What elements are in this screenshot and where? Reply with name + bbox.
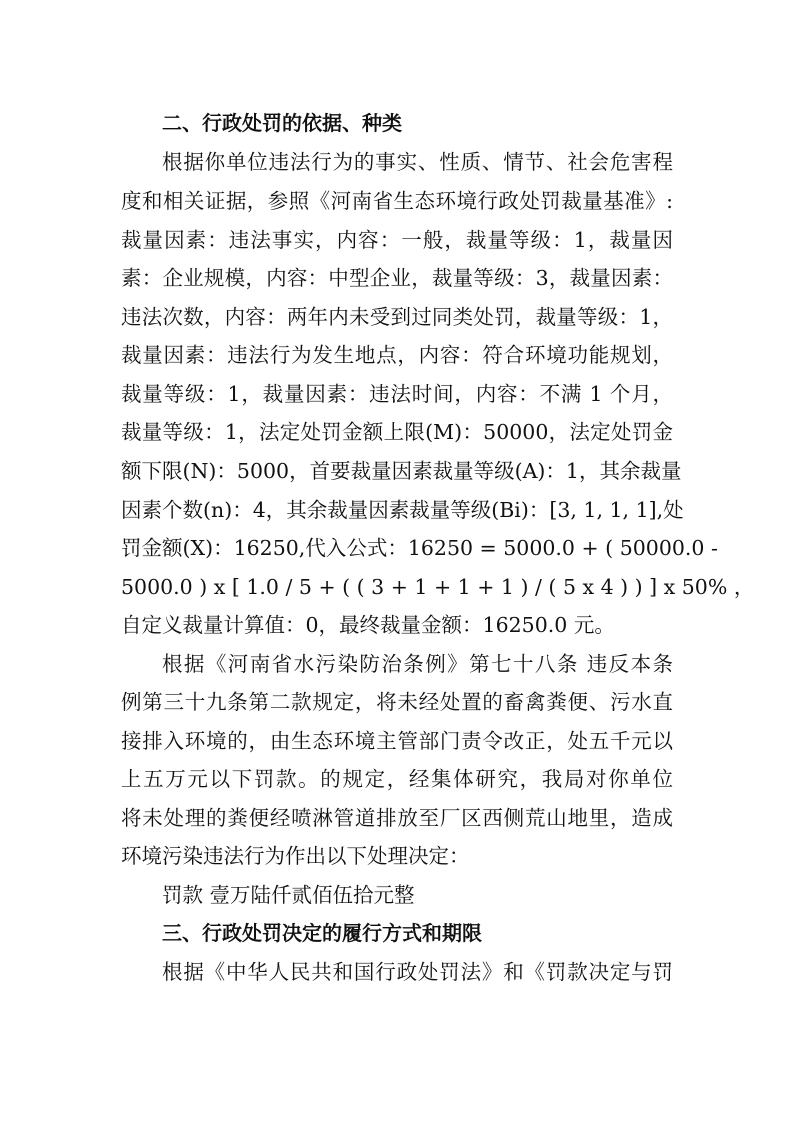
paragraph-line: 裁量等级：1，法定处罚金额上限(M)：50000，法定处罚金 [121, 420, 673, 444]
paragraph-line: 例第三十九条第二款规定，将未经处置的畜禽粪便、污水直 [121, 690, 673, 714]
paragraph-line: 罚金额(X)：16250,代入公式：16250 = 5000.0 + ( 50000.0 - [121, 536, 718, 560]
paragraph-line: 素：企业规模，内容：中型企业，裁量等级：3，裁量因素： [121, 266, 673, 290]
section-heading-basis: 二、行政处罚的依据、种类 [162, 111, 402, 135]
section-heading-execution: 三、行政处罚决定的履行方式和期限 [162, 921, 482, 945]
paragraph-line: 根据你单位违法行为的事实、性质、情节、社会危害程 [162, 150, 673, 174]
paragraph-line: 度和相关证据，参照《河南省生态环境行政处罚裁量基准》: [121, 189, 673, 213]
paragraph-line: 根据《河南省水污染防治条例》第七十八条 违反本条 [162, 652, 673, 676]
paragraph-line: 自定义裁量计算值：0，最终裁量金额：16250.0 元。 [121, 613, 615, 637]
paragraph-line: 5000.0 ) x [ 1.0 / 5 + ( ( 3 + 1 + 1 + 1 ) / ( 5 x 4 ) ) ] x 50% ， [121, 575, 755, 599]
paragraph-line: 裁量因素：违法行为发生地点，内容：符合环境功能规划， [121, 343, 673, 367]
paragraph-line: 额下限(N)：5000，首要裁量因素裁量等级(A)：1，其余裁量 [121, 459, 682, 483]
paragraph-line: 根据《中华人民共和国行政处罚法》和《罚款决定与罚 [162, 960, 673, 984]
paragraph-line: 裁量因素：违法事实，内容：一般，裁量等级：1，裁量因 [121, 228, 673, 252]
paragraph-line: 接排入环境的，由生态环境主管部门责令改正，处五千元以 [121, 729, 673, 753]
paragraph-line: 将未处理的粪便经喷淋管道排放至厂区西侧荒山地里，造成 [121, 806, 673, 830]
paragraph-line: 违法次数，内容：两年内未受到过同类处罚，裁量等级：1， [121, 305, 673, 329]
paragraph-line: 环境污染违法行为作出以下处理决定： [121, 844, 470, 868]
penalty-amount: 罚款 壹万陆仟贰佰伍拾元整 [162, 883, 415, 907]
paragraph-line: 因素个数(n)：4，其余裁量因素裁量等级(Bi)：[3, 1, 1, 1],处 [121, 498, 684, 522]
paragraph-line: 裁量等级：1，裁量因素：违法时间，内容：不满 1 个月， [121, 382, 673, 406]
paragraph-line: 上五万元以下罚款。的规定，经集体研究，我局对你单位 [121, 767, 673, 791]
